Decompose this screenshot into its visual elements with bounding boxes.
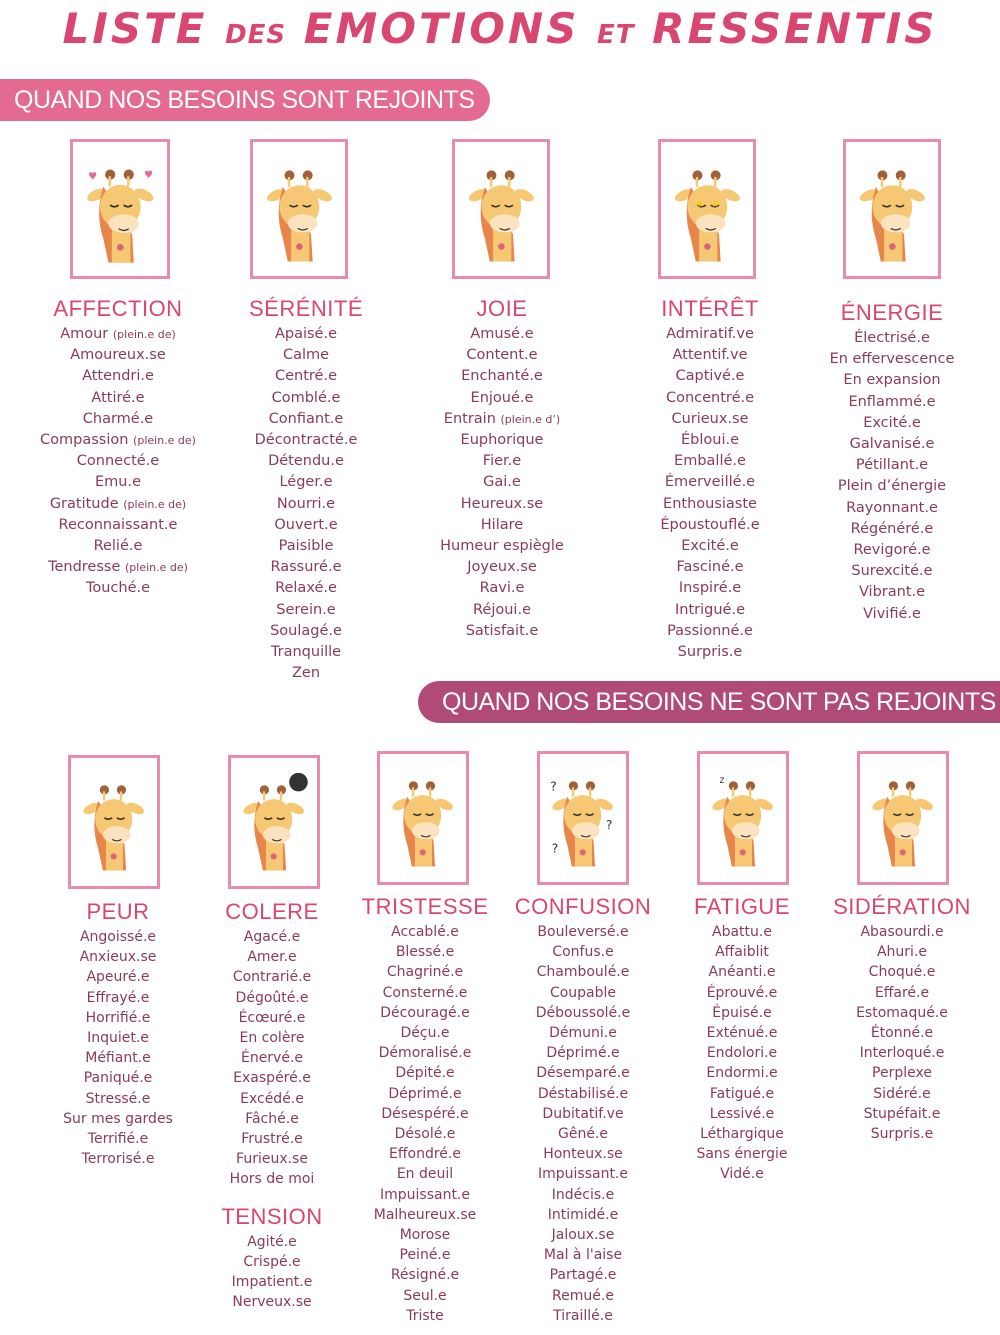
list-item: Hilare: [480, 516, 524, 533]
column-sideration: [826, 894, 978, 1144]
giraffe-tired-card: [697, 751, 789, 885]
heading-interest: INTÉRÊT: [661, 296, 759, 321]
list-item: Fasciné.e: [676, 559, 744, 576]
heading-fear: PEUR: [86, 899, 150, 924]
list-item: Ébloui.e: [680, 432, 739, 449]
section-banner-met-needs: QUAND NOS BESOINS SONT REJOINTS: [0, 79, 490, 121]
list-item: Excité.e: [681, 538, 739, 555]
list-item: Captivé.e: [675, 368, 745, 385]
list-item: Fatigué.e: [709, 1085, 775, 1102]
giraffe-energy-icon: [851, 149, 934, 270]
list-item: Vivifié.e: [863, 605, 921, 622]
list-item: Coupable: [549, 984, 617, 1001]
title-word-5: RESSENTIS: [652, 4, 938, 53]
list-item: Impatient.e: [231, 1274, 313, 1291]
list-item: Indécis.e: [551, 1186, 615, 1203]
title-word-3: EMOTIONS: [303, 4, 580, 53]
list-item: Terrifié.e: [87, 1131, 149, 1148]
list-item: Sidéré.e: [873, 1085, 931, 1102]
column-interest: [620, 296, 800, 663]
list-item: Revigoré.e: [853, 542, 931, 559]
list-item: Anéanti.e: [708, 964, 776, 981]
heading-joy: JOIE: [476, 296, 528, 321]
list-energy: [806, 328, 978, 625]
list-item: Terrorisé.e: [81, 1151, 155, 1168]
list-item: Tranquille: [270, 644, 342, 661]
list-item: Excédé.e: [240, 1090, 304, 1107]
heading-sadness: TRISTESSE: [361, 894, 489, 919]
giraffe-anger-icon: [235, 764, 312, 879]
list-item: Décontracté.e: [254, 432, 358, 449]
giraffe-confusion-card: [537, 751, 629, 885]
giraffe-shock-card: [857, 751, 949, 885]
giraffe-anger-card: [228, 755, 320, 889]
list-item: Touché.e: [85, 580, 151, 597]
list-item: Endolori.e: [706, 1045, 778, 1062]
list-item: Choqué.e: [868, 964, 936, 981]
list-item: Joyeux.se: [467, 559, 537, 576]
list-item: Seul.e: [403, 1287, 447, 1304]
list-item: Démuni.e: [549, 1025, 617, 1042]
list-item: Blessé.e: [395, 944, 455, 961]
list-item: Enjoué.e: [470, 389, 534, 406]
list-item: Dégoûté.e: [235, 989, 309, 1006]
list-item: Réjoui.e: [473, 601, 531, 618]
list-item: Désolé.e: [394, 1126, 456, 1143]
list-item: Ahuri.e: [876, 944, 928, 961]
list-item: Stupéfait.e: [863, 1105, 941, 1122]
giraffe-fear-icon: [75, 764, 152, 879]
list-item: Gratitude (plein.e de): [49, 495, 187, 512]
list-item: Résigné.e: [390, 1267, 460, 1284]
list-item: Déboussolé.e: [535, 1004, 631, 1021]
list-item: Entrain (plein.e d’): [443, 410, 561, 427]
giraffe-joy-card: [452, 139, 550, 279]
list-item: Connecté.e: [76, 453, 160, 470]
list-item: Intimidé.e: [547, 1206, 619, 1223]
list-item: Bouleversé.e: [537, 924, 629, 940]
list-item: Endormi.e: [706, 1065, 778, 1082]
list-item: Content.e: [466, 347, 538, 364]
list-item: Déçu.e: [400, 1025, 450, 1042]
giraffe-affection-card: [70, 139, 170, 279]
heading-fatigue: FATIGUE: [694, 894, 790, 919]
giraffe-fear-card: [68, 755, 160, 889]
giraffe-joy-icon: [460, 149, 543, 270]
list-item: Vidé.e: [720, 1166, 764, 1183]
list-item: Exténué.e: [706, 1025, 778, 1042]
list-item: Épuisé.e: [712, 1004, 772, 1021]
list-item: Admiratif.ve: [666, 326, 754, 342]
giraffe-tired-icon: [704, 760, 781, 875]
list-item: Léger.e: [279, 474, 333, 491]
list-item: Morose: [399, 1227, 451, 1244]
list-item: Tendresse (plein.e de): [48, 559, 188, 576]
list-item: Régénéré.e: [850, 520, 934, 537]
section-banner-unmet-needs: QUAND NOS BESOINS NE SONT PAS REJOINTS: [418, 681, 1000, 723]
list-item: Emballé.e: [674, 453, 746, 470]
list-item: Dépité.e: [395, 1065, 455, 1082]
list-item: Relaxé.e: [275, 580, 337, 597]
giraffe-love-icon: [78, 149, 163, 270]
list-item: Mal à l'aise: [543, 1247, 623, 1264]
list-item: Concentré.e: [665, 389, 755, 406]
list-item: Horrifié.e: [85, 1009, 151, 1026]
list-item: Nourri.e: [276, 495, 336, 512]
list-item: Tiraillé.e: [553, 1307, 613, 1324]
list-item: Déstabilisé.e: [537, 1085, 629, 1102]
list-anger: [206, 927, 338, 1190]
list-item: Intrigué.e: [675, 601, 745, 618]
heading-tension: TENSION: [221, 1203, 323, 1229]
column-anger: [206, 899, 338, 1312]
list-item: En effervescence: [829, 351, 955, 368]
list-item: Galvanisé.e: [849, 436, 935, 453]
list-item: Rassuré.e: [270, 559, 342, 576]
list-item: Furieux.se: [236, 1151, 308, 1168]
list-item: Peiné.e: [399, 1247, 451, 1264]
list-item: Déprimé.e: [388, 1085, 462, 1102]
title-word-4: ET: [596, 20, 635, 50]
list-item: Nerveux.se: [232, 1294, 312, 1311]
page-title: [0, 4, 1000, 53]
list-item: Inquiet.e: [87, 1030, 149, 1047]
list-item: Estomaqué.e: [856, 1004, 948, 1021]
list-item: Chamboulé.e: [536, 964, 630, 981]
list-item: Gêné.e: [557, 1126, 608, 1143]
list-item: Sans énergie: [696, 1146, 788, 1163]
list-item: Découragé.e: [380, 1004, 470, 1021]
list-item: Surpris.e: [870, 1126, 934, 1143]
list-item: Énervé.e: [240, 1050, 304, 1067]
heading-serenity: SÉRÉNITÉ: [248, 296, 364, 321]
list-item: Amour (plein.e de): [60, 326, 176, 342]
list-item: Méfiant.e: [85, 1050, 151, 1067]
list-item: Curieux.se: [671, 410, 749, 427]
list-item: Étonné.e: [870, 1025, 934, 1042]
list-item: Fâché.e: [245, 1110, 299, 1127]
list-fear: [54, 927, 182, 1169]
list-item: Ouvert.e: [274, 516, 338, 533]
giraffe-confused-icon: [544, 760, 621, 875]
svg-text:♥: ♥: [143, 169, 153, 181]
list-item: Ravi.e: [479, 580, 525, 597]
giraffe-energy-card: [843, 139, 941, 279]
giraffe-serenity-card: [250, 139, 348, 279]
list-item: Paisible: [278, 538, 334, 555]
giraffe-interest-card: [658, 139, 756, 279]
list-item: Excité.e: [863, 414, 921, 431]
list-item: Exaspéré.e: [233, 1070, 311, 1087]
list-item: Plein d’énergie: [837, 478, 947, 495]
list-item: Partagé.e: [549, 1267, 617, 1284]
svg-text:?: ?: [552, 841, 559, 856]
column-serenity: [216, 296, 396, 684]
list-item: Effaré.e: [874, 984, 930, 1001]
list-item: Reconnaissant.e: [58, 516, 178, 533]
giraffe-sad-icon: [384, 760, 461, 875]
list-affection: [20, 324, 216, 600]
heading-sideration: SIDÉRATION: [833, 894, 971, 919]
list-item: Émerveillé.e: [664, 474, 756, 491]
column-joy: [406, 296, 598, 642]
list-item: Déprimé.e: [546, 1045, 620, 1062]
list-joy: [406, 324, 598, 642]
list-item: Passionné.e: [667, 622, 753, 639]
list-item: Impuissant.e: [379, 1186, 470, 1203]
list-item: Apaisé.e: [274, 326, 338, 342]
list-item: Attendri.e: [82, 368, 154, 385]
list-item: Abasourdi.e: [860, 924, 944, 940]
list-item: Honteux.se: [543, 1146, 623, 1163]
list-item: Satisfait.e: [465, 622, 539, 639]
list-item: En colère: [239, 1030, 305, 1047]
list-item: Accablé.e: [391, 924, 459, 940]
list-item: Comblé.e: [271, 389, 341, 406]
list-item: Rayonnant.e: [846, 499, 938, 516]
list-item: Hors de moi: [229, 1171, 315, 1188]
list-item: Euphorique: [460, 432, 544, 449]
list-item: Soulagé.e: [270, 622, 342, 639]
list-item: Léthargique: [700, 1126, 784, 1143]
list-item: Effrayé.e: [86, 989, 150, 1006]
list-item: Pétillant.e: [855, 457, 929, 474]
list-item: Interloqué.e: [859, 1045, 945, 1062]
svg-text:♥: ♥: [87, 171, 97, 183]
giraffe-sadness-card: [377, 751, 469, 885]
list-item: Serein.e: [276, 601, 336, 618]
svg-text:z: z: [719, 775, 725, 787]
list-item: Confus.e: [552, 944, 614, 961]
list-item: Inspiré.e: [678, 580, 742, 597]
list-item: Gai.e: [483, 474, 521, 491]
list-item: Zen: [291, 665, 321, 682]
list-item: Remué.e: [552, 1287, 614, 1304]
title-word-1: LISTE: [62, 4, 208, 53]
list-item: Relié.e: [93, 538, 143, 555]
list-item: Humeur espiègle: [440, 538, 564, 555]
list-item: Compassion (plein.e de): [40, 432, 196, 449]
list-item: Heureux.se: [460, 495, 544, 512]
list-item: Anxieux.se: [79, 949, 157, 966]
list-item: Vibrant.e: [858, 584, 926, 601]
svg-text:?: ?: [606, 818, 613, 833]
list-item: Apeuré.e: [86, 969, 150, 986]
list-item: Triste: [406, 1307, 444, 1324]
svg-text:?: ?: [550, 779, 558, 794]
list-item: Désemparé.e: [536, 1065, 630, 1082]
svg-text:★: ★: [710, 198, 720, 210]
list-item: Angoissé.e: [79, 929, 157, 945]
list-item: Dubitatif.ve: [542, 1105, 624, 1122]
list-item: Époustouflé.e: [660, 516, 760, 533]
giraffe-calm-icon: [258, 149, 341, 270]
column-affection: [20, 296, 216, 600]
column-sadness: [354, 894, 496, 1326]
list-item: Fier.e: [482, 453, 522, 470]
list-item: En deuil: [396, 1166, 454, 1183]
list-item: Confiant.e: [268, 410, 344, 427]
list-item: Centré.e: [274, 368, 337, 385]
column-confusion: [512, 894, 654, 1326]
list-item: Lessivé.e: [709, 1105, 775, 1122]
list-item: Sur mes gardes: [63, 1110, 173, 1127]
column-fatigue: [674, 894, 810, 1185]
list-fatigue: [674, 922, 810, 1185]
list-confusion: [512, 922, 654, 1326]
list-item: En expansion: [843, 372, 941, 389]
list-item: Jaloux.se: [551, 1227, 615, 1244]
column-fear: [54, 899, 182, 1169]
list-item: Chagriné.e: [386, 964, 464, 981]
list-item: Détendu.e: [268, 453, 344, 470]
heading-energy: ÉNERGIE: [840, 300, 944, 325]
heading-confusion: CONFUSION: [514, 894, 652, 919]
list-item: Calme: [282, 347, 330, 364]
heading-anger: COLERE: [225, 899, 319, 924]
list-interest: [620, 324, 800, 663]
list-item: Amoureux.se: [70, 347, 166, 364]
list-item: Charmé.e: [82, 410, 154, 427]
list-item: Amer.e: [247, 949, 297, 966]
list-item: Abattu.e: [712, 924, 772, 940]
list-item: Enflammé.e: [848, 393, 936, 410]
list-item: Enthousiaste: [663, 495, 757, 512]
list-item: Crispé.e: [243, 1253, 301, 1270]
column-energy: [806, 300, 978, 625]
list-item: Écœuré.e: [238, 1009, 306, 1026]
list-item: Consterné.e: [382, 984, 468, 1001]
list-item: Surpris.e: [677, 644, 743, 661]
list-serenity: [216, 324, 396, 684]
giraffe-shock-icon: [864, 760, 941, 875]
list-item: Attiré.e: [91, 389, 145, 406]
list-item: Démoralisé.e: [378, 1045, 472, 1062]
list-item: Stressé.e: [85, 1090, 151, 1107]
list-tension: [206, 1232, 338, 1313]
giraffe-starry-eyes-icon: [666, 149, 749, 270]
list-item: Éprouvé.e: [706, 984, 778, 1001]
list-item: Impuissant.e: [537, 1166, 628, 1183]
list-item: Agité.e: [247, 1233, 297, 1250]
list-item: Agacé.e: [243, 929, 301, 945]
heading-affection: AFFECTION: [53, 296, 183, 321]
list-item: Électrisé.e: [854, 330, 930, 346]
list-item: Amusé.e: [470, 326, 534, 342]
list-item: Attentif.ve: [672, 347, 748, 364]
list-item: Contrarié.e: [232, 969, 312, 986]
list-item: Perplexe: [872, 1065, 932, 1082]
list-item: Désespéré.e: [381, 1105, 469, 1122]
list-item: Emu.e: [94, 474, 141, 491]
list-item: Surexcité.e: [851, 563, 933, 580]
list-item: Frustré.e: [241, 1131, 303, 1148]
list-item: Enchanté.e: [461, 368, 543, 385]
list-sideration: [826, 922, 978, 1144]
list-item: Malheureux.se: [373, 1206, 477, 1223]
title-word-2: DES: [225, 20, 287, 50]
list-item: Paniqué.e: [83, 1070, 153, 1087]
svg-text:★: ★: [695, 198, 705, 210]
list-item: Affaiblit: [715, 944, 769, 961]
list-sadness: [354, 922, 496, 1326]
list-item: Effondré.e: [389, 1146, 461, 1163]
